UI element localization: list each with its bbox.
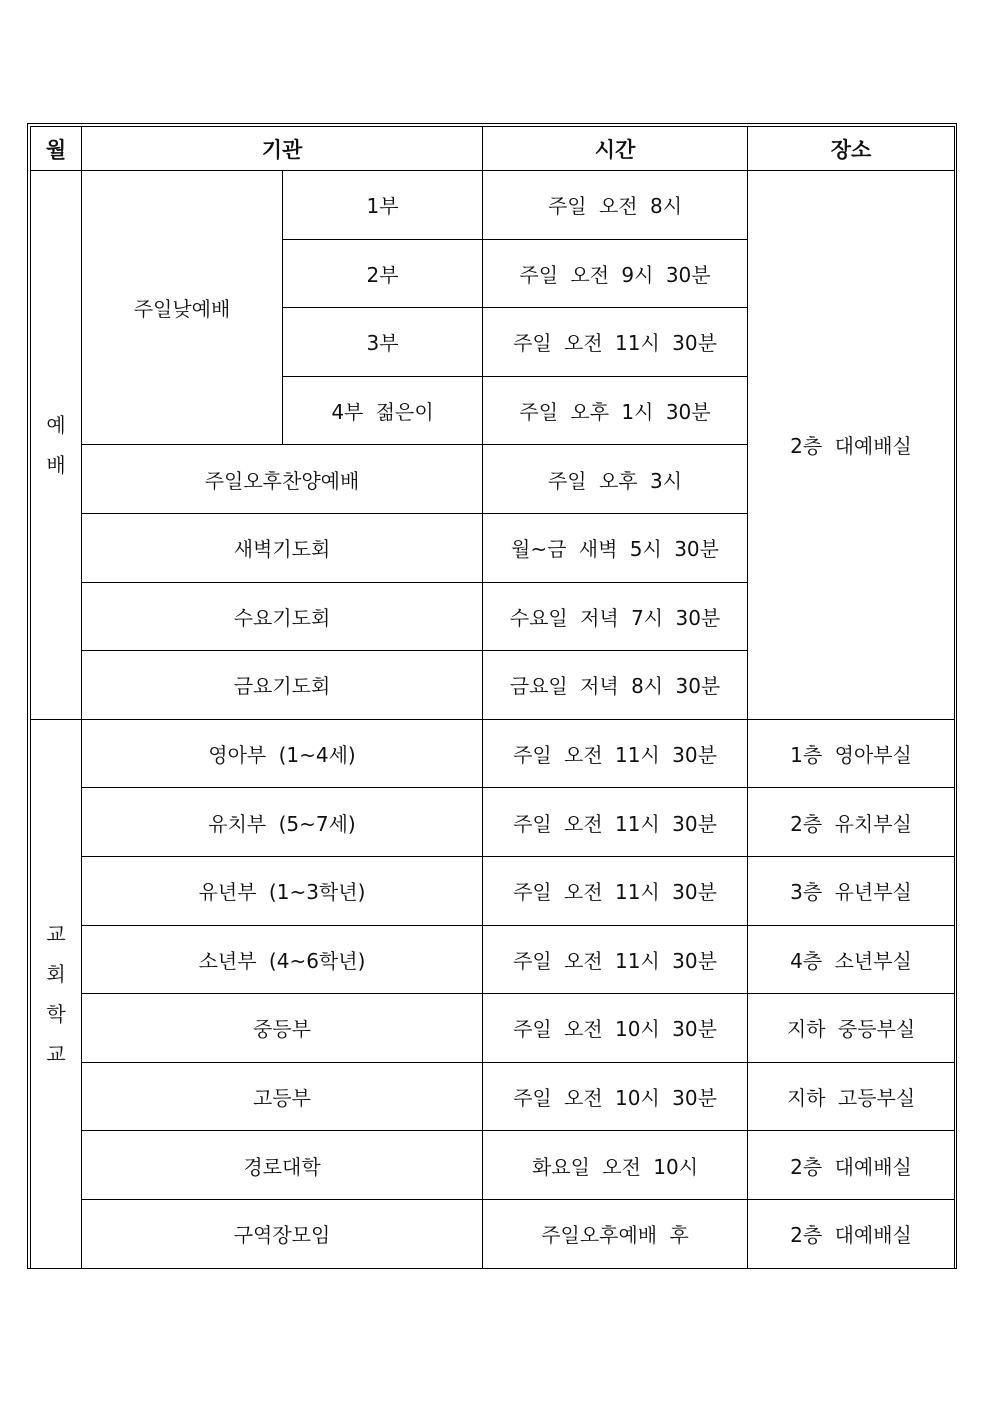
department-time: 주일 오전 11시 30분 (483, 788, 748, 857)
service-name: 수요기도회 (82, 582, 483, 651)
table-row (31, 994, 955, 1063)
department-name: 고등부 (82, 1062, 483, 1131)
header-place: 장소 (748, 127, 955, 171)
service-time: 주일 오후 3시 (483, 445, 748, 514)
table-row (31, 925, 955, 994)
department-name: 유치부 (5~7세) (82, 788, 483, 857)
category-char: 교 (46, 1041, 66, 1066)
table-row (31, 719, 955, 788)
header-category: 월 (31, 127, 82, 171)
department-name: 경로대학 (82, 1131, 483, 1200)
department-time: 주일 오전 10시 30분 (483, 1062, 748, 1131)
category-char: 학 (46, 1001, 66, 1026)
department-time: 주일 오전 11시 30분 (483, 719, 748, 788)
department-time: 주일 오전 11시 30분 (483, 856, 748, 925)
category-church-school (31, 719, 82, 1268)
department-name: 소년부 (4~6학년) (82, 925, 483, 994)
department-name: 영아부 (1~4세) (82, 719, 483, 788)
department-place: 지하 고등부실 (748, 1062, 955, 1131)
table-row (31, 856, 955, 925)
service-time: 금요일 저녁 8시 30분 (483, 651, 748, 720)
department-place: 2층 대예배실 (748, 1199, 955, 1268)
category-worship (31, 171, 82, 720)
service-schedule-table (30, 126, 955, 1269)
category-char: 예 (46, 412, 66, 437)
service-name: 주일오후찬양예배 (82, 445, 483, 514)
service-time: 월~금 새벽 5시 30분 (483, 513, 748, 582)
service-part-name: 1부 (283, 171, 483, 240)
service-time: 주일 오전 8시 (483, 171, 748, 240)
department-name: 구역장모임 (82, 1199, 483, 1268)
table-row (31, 1062, 955, 1131)
service-time: 수요일 저녁 7시 30분 (483, 582, 748, 651)
category-char: 회 (46, 961, 66, 986)
department-time: 화요일 오전 10시 (483, 1131, 748, 1200)
table-row (31, 171, 955, 240)
department-place: 4층 소년부실 (748, 925, 955, 994)
service-part-name: 2부 (283, 239, 483, 308)
header-time: 시간 (483, 127, 748, 171)
service-name: 금요기도회 (82, 651, 483, 720)
department-time: 주일 오전 10시 30분 (483, 994, 748, 1063)
service-time: 주일 오전 9시 30분 (483, 239, 748, 308)
worship-place: 2층 대예배실 (748, 171, 955, 720)
category-char: 배 (46, 452, 66, 477)
table-row (31, 1131, 955, 1200)
department-place: 1층 영아부실 (748, 719, 955, 788)
service-name: 새벽기도회 (82, 513, 483, 582)
sunday-day-service-label: 주일낮예배 (82, 171, 283, 445)
service-time: 주일 오전 11시 30분 (483, 308, 748, 377)
service-part-name: 3부 (283, 308, 483, 377)
header-row (31, 127, 955, 171)
table-row (31, 788, 955, 857)
department-place: 3층 유년부실 (748, 856, 955, 925)
department-name: 중등부 (82, 994, 483, 1063)
header-organization: 기관 (82, 127, 483, 171)
department-place: 2층 대예배실 (748, 1131, 955, 1200)
category-char: 교 (46, 921, 66, 946)
department-place: 지하 중등부실 (748, 994, 955, 1063)
service-time: 주일 오후 1시 30분 (483, 376, 748, 445)
department-time: 주일오후예배 후 (483, 1199, 748, 1268)
service-part-name: 4부 젊은이 (283, 376, 483, 445)
table-row (31, 1199, 955, 1268)
department-time: 주일 오전 11시 30분 (483, 925, 748, 994)
department-place: 2층 유치부실 (748, 788, 955, 857)
department-name: 유년부 (1~3학년) (82, 856, 483, 925)
